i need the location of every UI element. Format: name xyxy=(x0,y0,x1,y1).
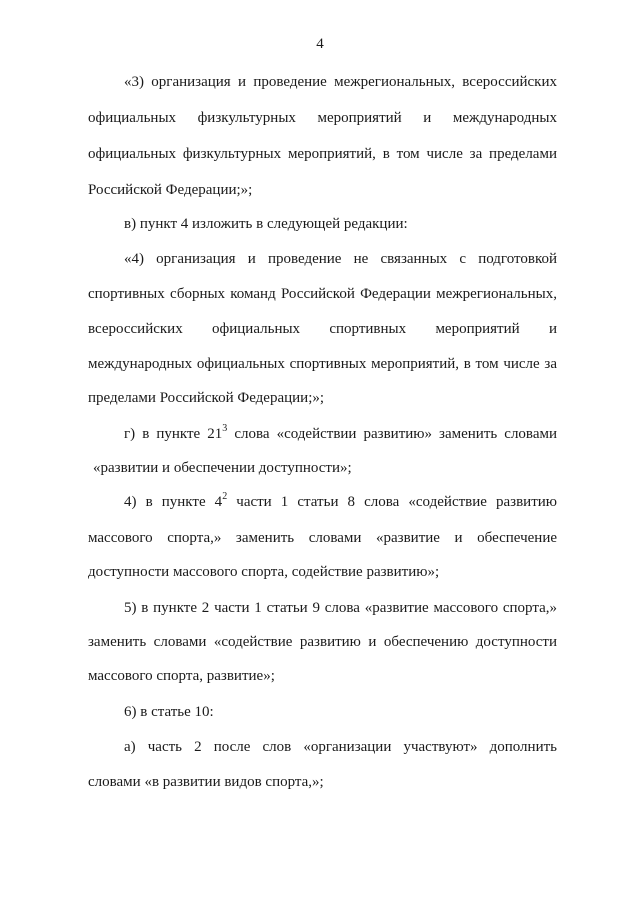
text-line: «3) организация и проведение межрегиональных, всероссийских xyxy=(124,74,557,90)
text-line: а) часть 2 после слов «организации участвуют» дополнить xyxy=(124,739,557,755)
page-number: 4 xyxy=(316,36,324,52)
text-line: международных официальных спортивных мероприятий, в том числе за xyxy=(88,356,557,372)
text-fragment: 4) в пункте 4 xyxy=(124,494,223,510)
text-fragment: г) в пункте 21 xyxy=(124,426,223,442)
text-line: «4) организация и проведение не связанных с подготовкой xyxy=(124,251,557,267)
text-line xyxy=(124,492,557,512)
text-line: «развитии и обеспечении доступности»; xyxy=(93,460,352,476)
text-line: всероссийских официальных спортивных мероприятий и xyxy=(88,321,557,337)
text-line: пределами Российской Федерации;»; xyxy=(88,390,325,406)
text-line: в) пункт 4 изложить в следующей редакции: xyxy=(124,216,408,232)
text-line: массового спорта, развитие»; xyxy=(88,668,275,684)
text-line: массового спорта,» заменить словами «развитие и обеспечение xyxy=(88,530,557,546)
text-line: официальных физкультурных мероприятий, в том числе за пределами xyxy=(88,146,557,162)
text-line: словами «в развитии видов спорта,»; xyxy=(88,774,324,790)
text-line: заменить словами «содействие развитию и обеспечению доступности xyxy=(88,634,557,650)
superscript: 3 xyxy=(222,423,228,434)
text-fragment: части 1 статьи 8 слова «содействие развитию xyxy=(227,494,557,510)
text-fragment: слова «содействии развитию» заменить словами xyxy=(227,426,557,442)
text-line: доступности массового спорта, содействие развитию»; xyxy=(88,564,440,580)
text-line: официальных физкультурных мероприятий и международных xyxy=(88,110,557,126)
text-line: спортивных сборных команд Российской Федерации межрегиональных, xyxy=(88,286,557,302)
text-line xyxy=(124,424,557,444)
text-line: 6) в статье 10: xyxy=(124,704,214,720)
text-line: 5) в пункте 2 части 1 статьи 9 слова «развитие массового спорта,» xyxy=(124,600,557,616)
superscript: 2 xyxy=(222,491,228,502)
text-line: Российской Федерации;»; xyxy=(88,182,253,198)
